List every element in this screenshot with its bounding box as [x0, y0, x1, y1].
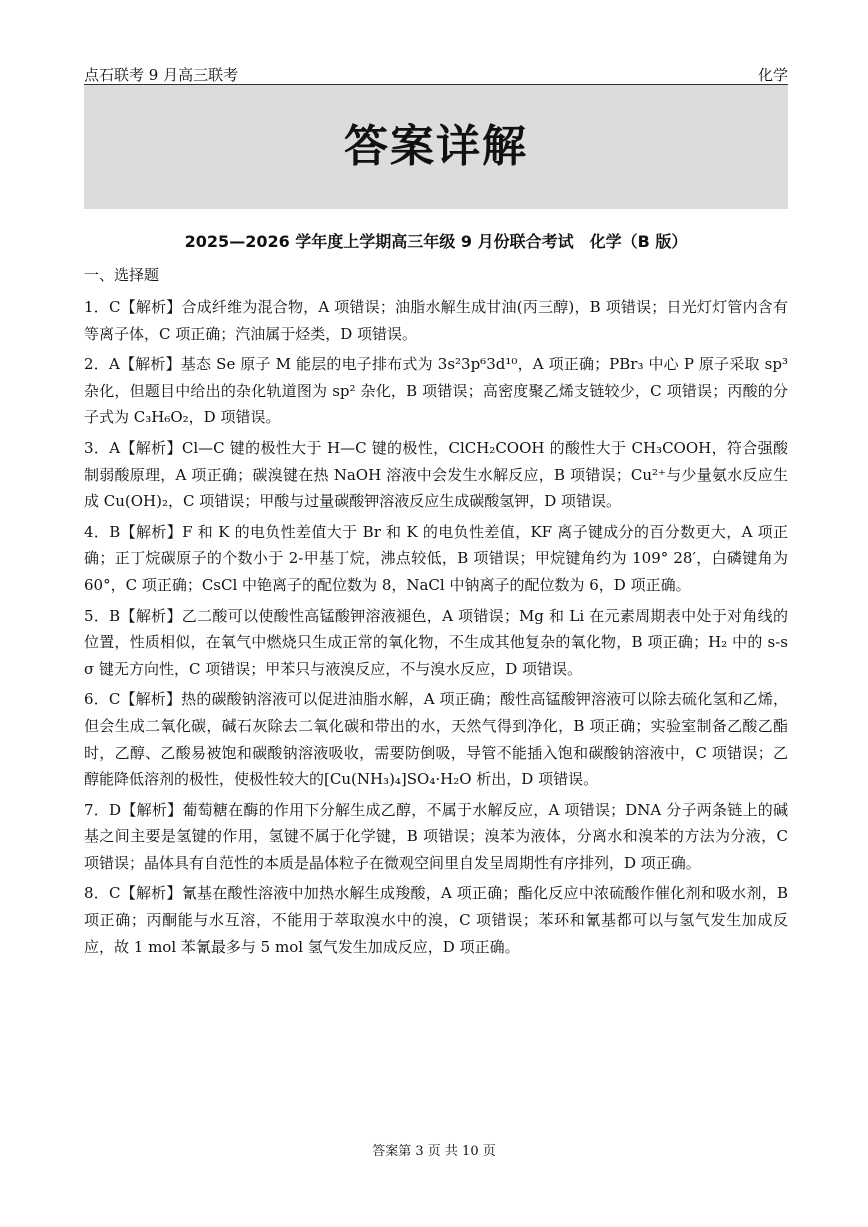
answer-text: 热的碳酸钠溶液可以促进油脂水解，A 项正确；酸性高锰酸钾溶液可以除去硫化氢和乙烯，但会生成二氧化碳，碱石灰除去二氧化碳和带出的水，天然气得到净化，B 项正确；实验室制备乙酸乙酯时，乙醇、乙酸易被饱和碳酸钠溶液吸收，需要防倒吸，导管不能插入饱和碳酸钠溶液中，C 项错误；乙醇能降低溶剂的极性，使极性较大的[Cu(NH₃)₄]SO₄·H₂O 析出，D 项错误。 [84, 690, 789, 789]
page-title: 答案详解 [344, 121, 528, 172]
running-header [84, 64, 788, 85]
answer-item [84, 519, 788, 599]
answer-text: F 和 K 的电负性差值大于 Br 和 K 的电负性差值，KF 离子键成分的百分数更大，A 项正确；正丁烷碳原子的个数小于 2-甲基丁烷，沸点较低，B 项错误；甲烷键角约为 109° 28′，白磷键角为 60°，C 项正确；CsCl 中铯离子的配位数为 8，NaCl 中钠离子的配位数为 6，D 项正确。 [84, 522, 788, 594]
answer-text: 葡萄糖在酶的作用下分解生成乙醇，不属于水解反应，A 项错误；DNA 分子两条链上的碱基之间主要是氢键的作用，氢键不属于化学键，B 项错误；溴苯为液体，分离水和溴苯的方法为分液，C 项错误；晶体具有自范性的本质是晶体粒子在微观空间里自发呈周期性有序排列，D 项正确。 [84, 800, 788, 872]
answer-head: 2．A【解析】 [84, 355, 181, 374]
answer-text: 氰基在酸性溶液中加热水解生成羧酸，A 项正确；酯化反应中浓硫酸作催化剂和吸水剂，B 项正确；丙酮能与水互溶，不能用于萃取溴水中的溴，C 项错误；苯环和氰基都可以与氢气发生加成反应，故 1 mol 苯氰最多与 5 mol 氢气发生加成反应，D 项正确。 [84, 884, 788, 956]
answer-item [84, 294, 788, 347]
answer-item [84, 435, 788, 515]
answer-item [84, 603, 788, 683]
section-heading: 一、选择题 [84, 266, 160, 284]
answer-list [84, 294, 788, 964]
page-footer: 答案第 3 页 共 10 页 [372, 1144, 496, 1159]
answer-head: 7．D【解析】 [84, 800, 183, 819]
exam-subtitle: 2025—2026 学年度上学期高三年级 9 月份联合考试 化学（B 版） [184, 232, 688, 251]
answer-item [84, 686, 788, 792]
answer-head: 6．C【解析】 [84, 690, 182, 709]
answer-head: 1．C【解析】 [84, 298, 182, 316]
answer-head: 8．C【解析】 [84, 884, 182, 903]
answer-head: 4．B【解析】 [84, 522, 183, 541]
answer-text: 基态 Se 原子 M 能层的电子排布式为 3s²3p⁶3d¹⁰，A 项正确；PBr₃ 中心 P 原子采取 sp³ 杂化，但题目中给出的杂化轨道图为 sp² 杂化，B 项错误；高密度聚乙烯支链较少，C 项错误；丙酸的分子式为 C₃H₆O₂，D 项错误。 [84, 355, 788, 427]
answer-item [84, 351, 788, 431]
answer-item [84, 797, 788, 877]
header-subject: 化学 [757, 66, 788, 84]
title-banner [84, 85, 788, 209]
answer-text: Cl—C 键的极性大于 H—C 键的极性，ClCH₂COOH 的酸性大于 CH₃COOH，符合强酸制弱酸原理，A 项正确；碳溴键在热 NaOH 溶液中会发生水解反应，B 项错误；Cu²⁺与少量氨水反应生成 Cu(OH)₂，C 项错误；甲酸与过量碳酸钾溶液反应生成碳酸氢钾，D 项错误。 [84, 438, 788, 511]
answer-text: 合成纤维为混合物，A 项错误；油脂水解生成甘油(丙三醇)，B 项错误；日光灯灯管内含有等离子体，C 项正确；汽油属于烃类，D 项错误。 [84, 298, 788, 343]
answer-item [84, 880, 788, 960]
header-exam-name: 点石联考 9 月高三联考 [84, 66, 239, 84]
answer-head: 5．B【解析】 [84, 606, 182, 625]
answer-text: 乙二酸可以使酸性高锰酸钾溶液褪色，A 项错误；Mg 和 Li 在元素周期表中处于对角线的位置，性质相似，在氧气中燃烧只生成正常的氧化物，不生成其他复杂的氧化物，B 项正确；H₂ 中的 s-s σ 键无方向性，C 项错误；甲苯只与液溴反应，不与溴水反应，D 项错误。 [84, 606, 788, 678]
answer-head: 3．A【解析】 [84, 438, 182, 457]
